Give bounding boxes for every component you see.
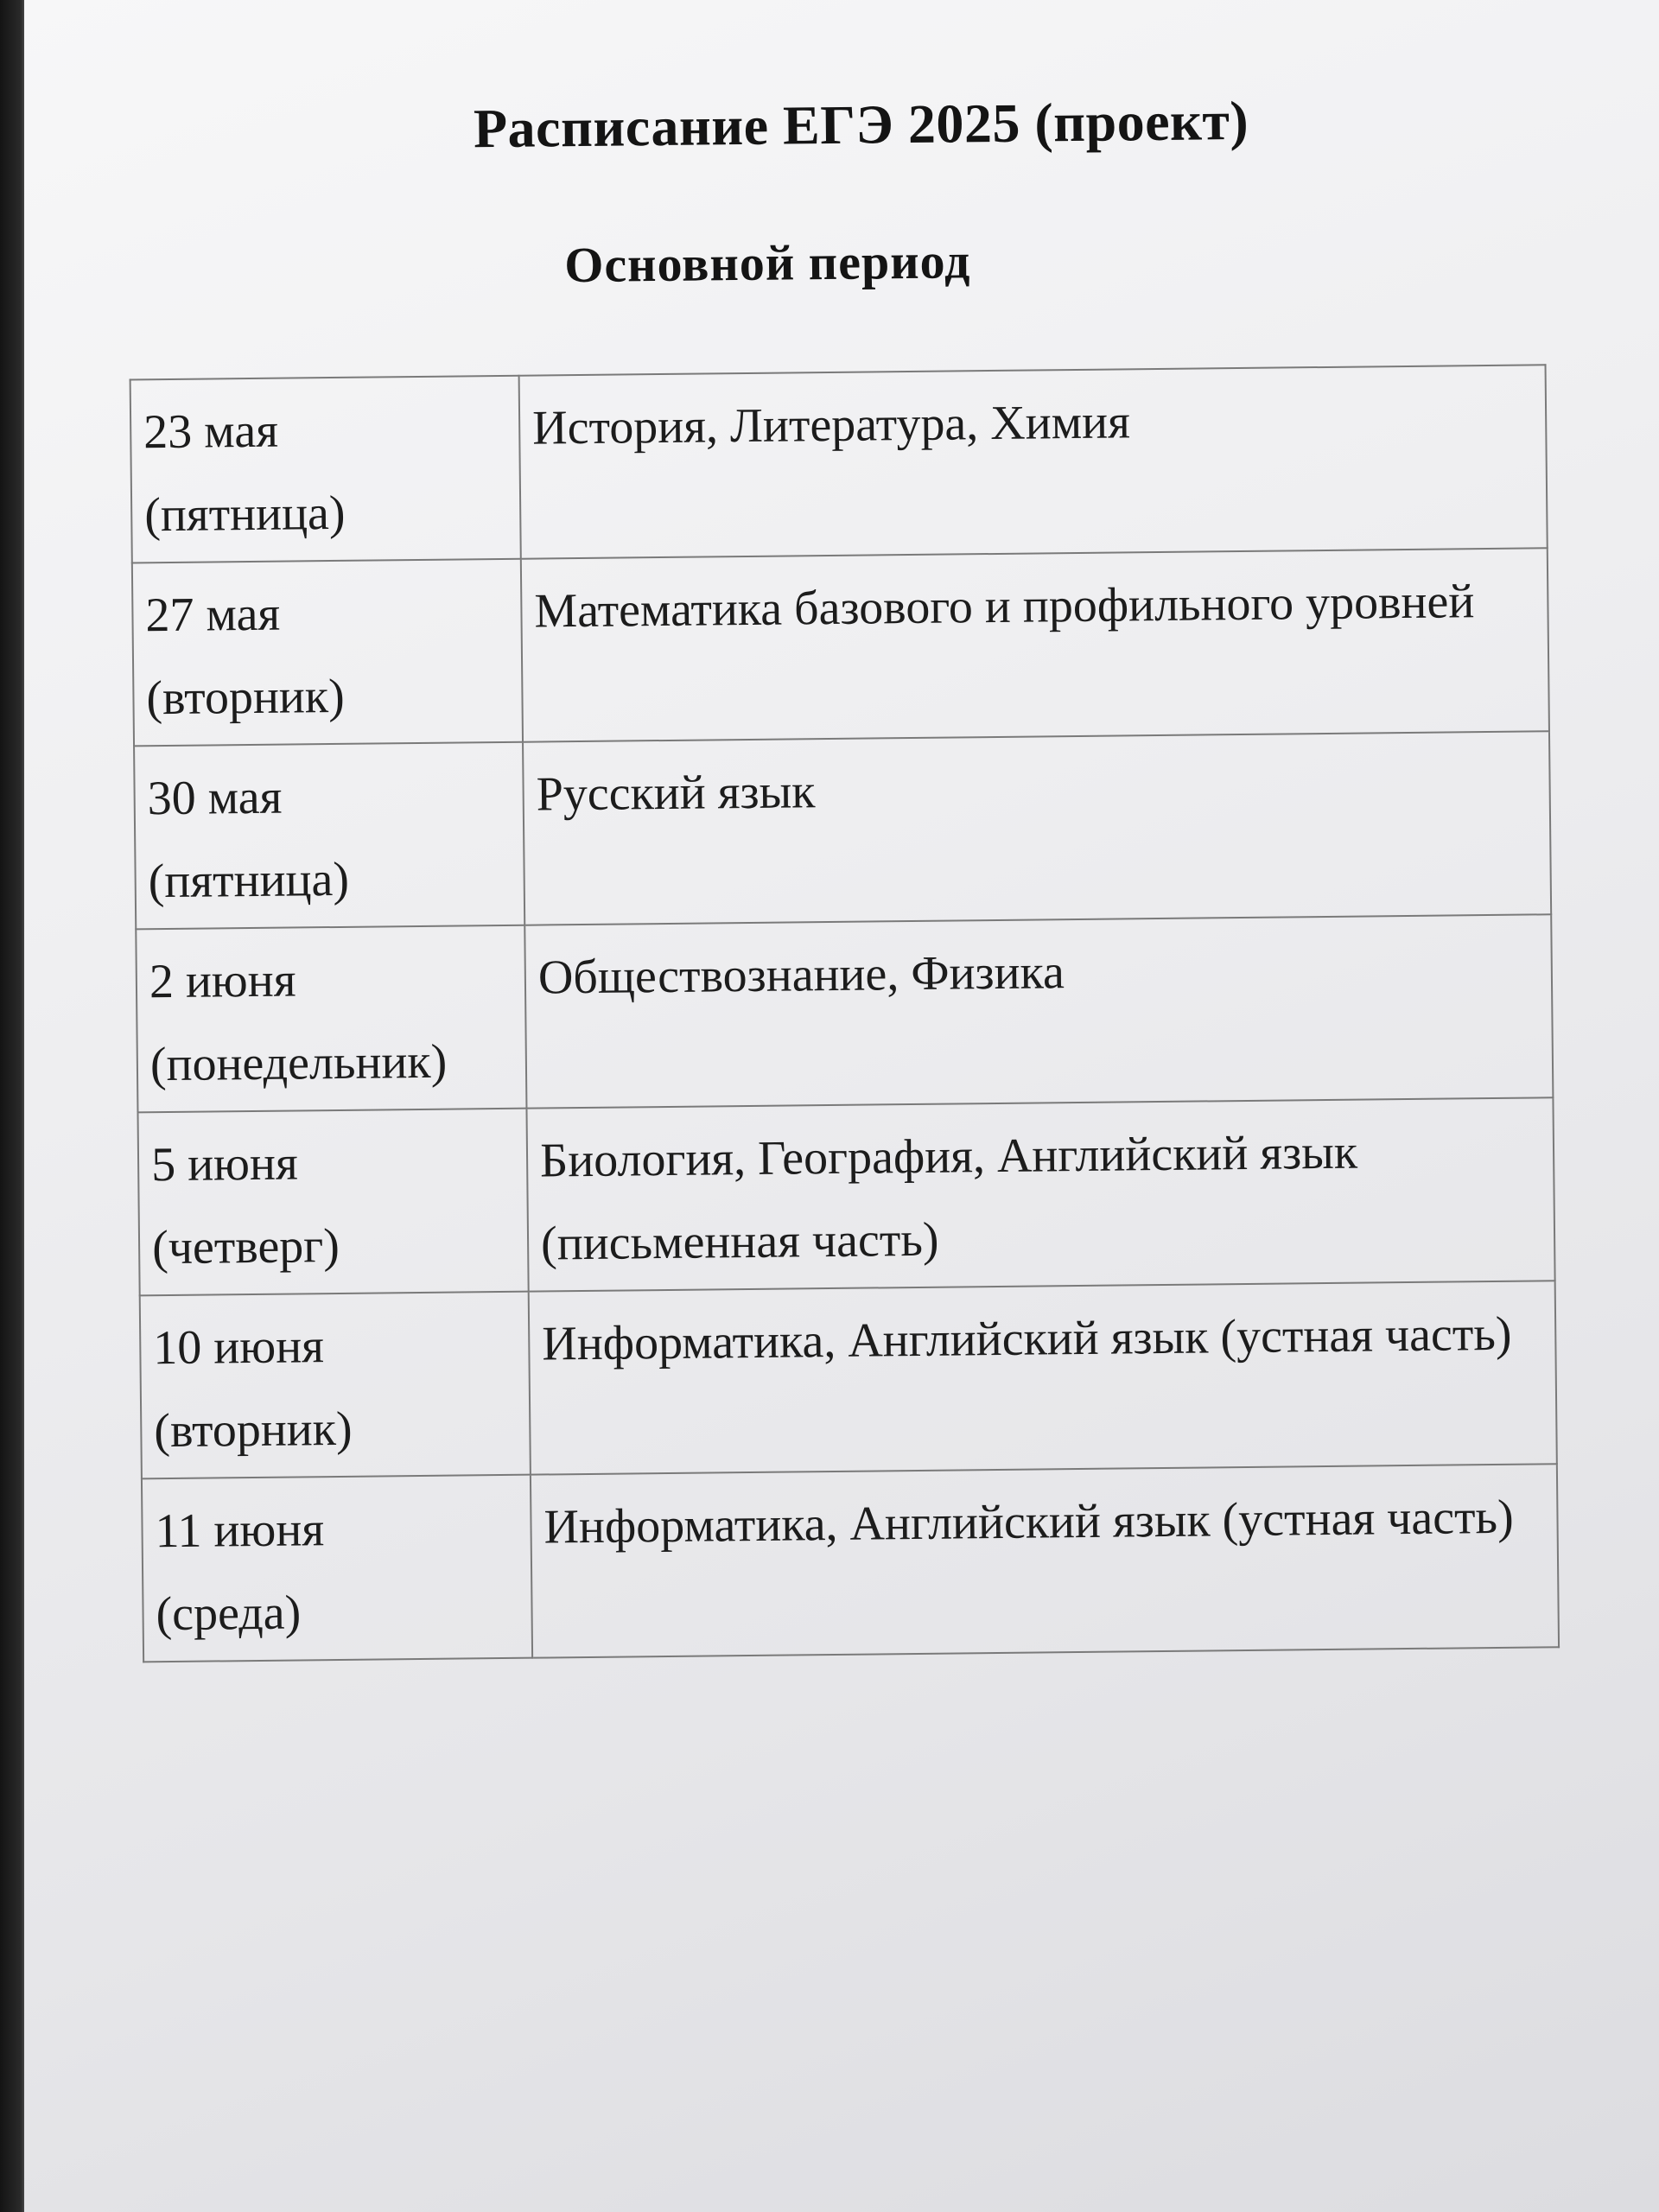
subjects-cell: Математика базового и профильного уровней	[521, 548, 1549, 741]
date-cell	[130, 376, 521, 563]
date-text: 11 июня	[155, 1503, 325, 1559]
subjects-cell: Информатика, Английский язык (устная часть)	[531, 1464, 1559, 1657]
table-row	[137, 1097, 1554, 1295]
date-cell	[137, 1109, 528, 1296]
date-text: 5 июня	[150, 1136, 298, 1192]
weekday-text: (понедельник)	[149, 1034, 448, 1092]
date-text: 23 мая	[143, 404, 279, 460]
schedule-table	[130, 364, 1560, 1662]
weekday-text: (пятница)	[148, 852, 350, 909]
weekday-text: (четверг)	[151, 1218, 340, 1275]
table-row	[142, 1464, 1559, 1662]
date-text: 2 июня	[149, 953, 296, 1009]
subjects-cell: История, Литература, Химия	[519, 365, 1548, 558]
weekday-text: (пятница)	[143, 486, 346, 543]
date-text: 30 мая	[147, 770, 283, 826]
document-subtitle: Основной период	[563, 232, 971, 294]
subjects-cell: Обществознание, Физика	[524, 914, 1553, 1108]
subjects-cell: Биология, География, Английский язык (письменная часть)	[526, 1097, 1554, 1291]
document-title: Расписание ЕГЭ 2025 (проект)	[473, 89, 1249, 160]
subjects-cell: Русский язык	[523, 731, 1551, 925]
table-row	[140, 1281, 1557, 1478]
date-cell	[136, 925, 526, 1113]
table-row	[134, 731, 1551, 929]
weekday-text: (вторник)	[146, 669, 346, 726]
date-text: 27 мая	[145, 587, 281, 643]
weekday-text: (среда)	[156, 1586, 302, 1642]
date-cell	[140, 1292, 531, 1479]
date-cell	[132, 559, 523, 747]
date-text: 10 июня	[153, 1319, 325, 1376]
date-cell	[142, 1475, 532, 1662]
date-cell	[134, 742, 524, 930]
table-row	[136, 914, 1553, 1112]
table-row	[130, 365, 1548, 563]
table-row	[132, 548, 1549, 746]
subjects-cell: Информатика, Английский язык (устная часть)	[529, 1281, 1557, 1474]
weekday-text: (вторник)	[154, 1402, 353, 1459]
